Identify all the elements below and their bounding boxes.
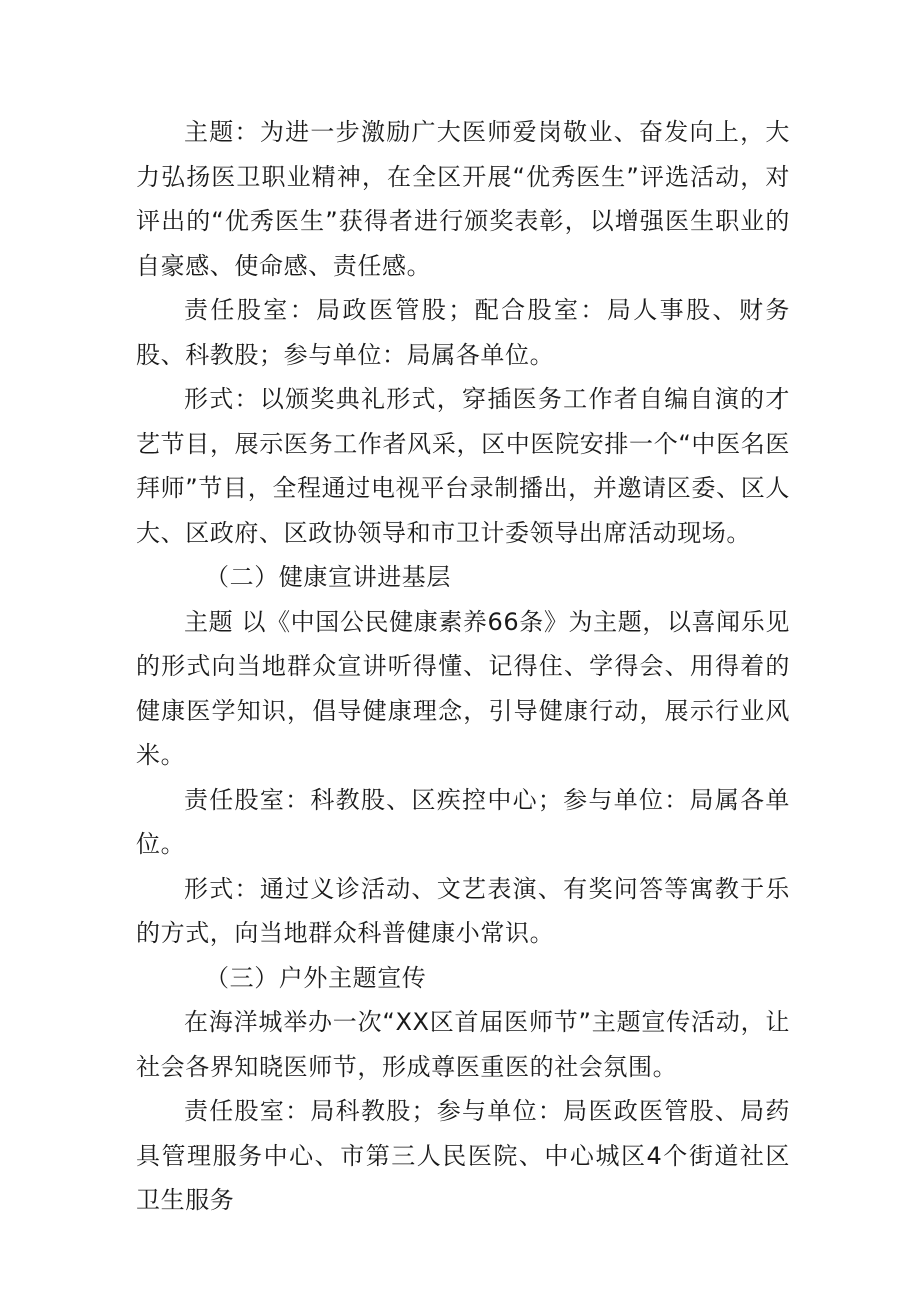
paragraph-theme-award: 主题：为进一步激励广大医师爱岗敬业、奋发向上，大力弘扬医卫职业精神，在全区开展“优秀医生”评选活动，对评出的“优秀医生”获得者进行颁奖表彰，以增强医生职业的自豪感、使命感、责任感。 <box>136 118 790 280</box>
document-body <box>136 110 790 1223</box>
paragraph-form-award: 形式：以颁奖典礼形式，穿插医务工作者自编自演的才艺节目，展示医务工作者风采，区中医院安排一个“中医名医拜师”节目，全程通过电视平台录制播出，并邀请区委、区人大、区政府、区政协领导和市卫计委领导出席活动现场。 <box>136 385 790 547</box>
paragraph-responsible-outdoor: 责任股室：局科教股；参与单位：局医政医管股、局药具管理服务中心、市第三人民医院、中心城区4个街道社区卫生服务 <box>136 1097 790 1214</box>
paragraph-responsible-health-talk: 责任股室：科教股、区疾控中心；参与单位：局属各单位。 <box>136 785 790 858</box>
paragraph-theme-health-talk: 主题 以《中国公民健康素养66条》为主题，以喜闻乐见的形式向当地群众宣讲听得懂、记得住、学得会、用得着的健康医学知识，倡导健康理念，引导健康行动，展示行业风米。 <box>136 607 790 769</box>
paragraph-outdoor-promo: 在海洋城举办一次“XX区首届医师节”主题宣传活动，让社会各界知晓医师节，形成尊医重医的社会氛围。 <box>136 1008 790 1081</box>
section-heading-health-talk: （二）健康宣讲进基层 <box>205 563 451 591</box>
paragraph-responsible-award: 责任股室：局政医管股；配合股室：局人事股、财务股、科教股；参与单位：局属各单位。 <box>136 296 790 369</box>
section-heading-outdoor-promo: （三）户外主题宣传 <box>205 963 427 992</box>
paragraph-form-health-talk: 形式：通过义诊活动、文艺表演、有奖问答等寓教于乐的方式，向当地群众科普健康小常识。 <box>136 874 790 947</box>
